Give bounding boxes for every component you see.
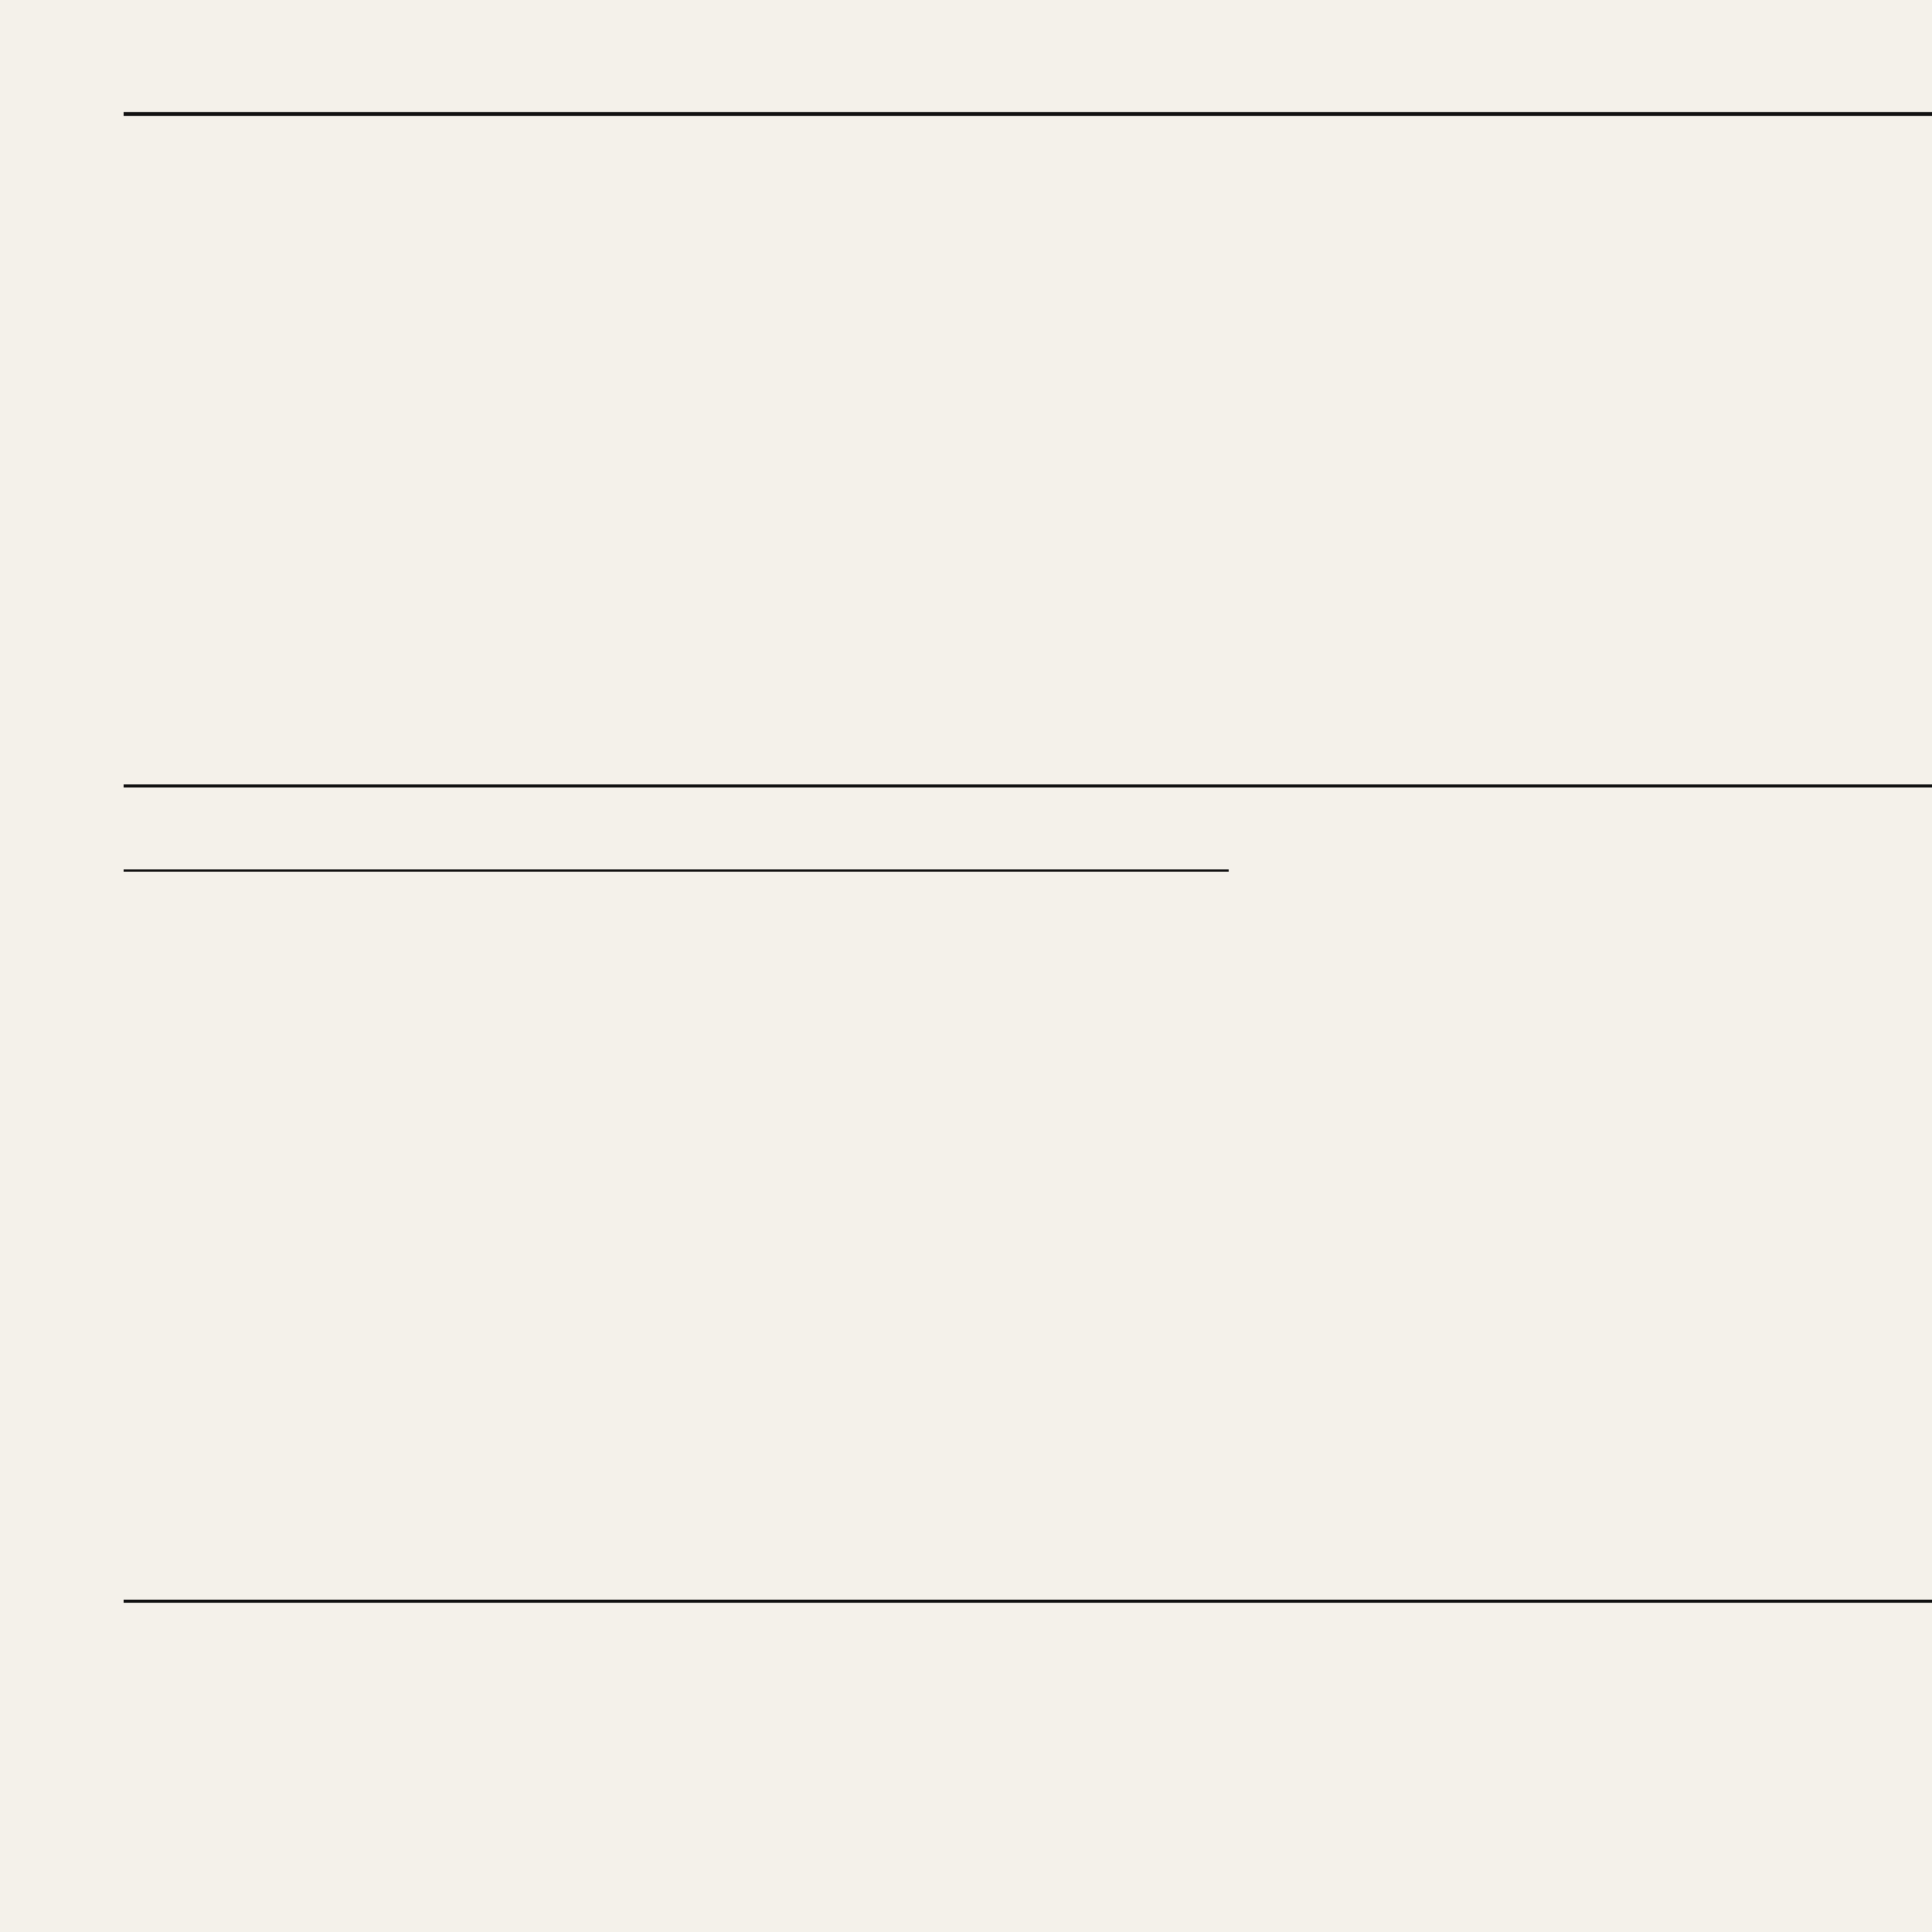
section-rule	[124, 869, 1229, 872]
lantern-body-right	[750, 796, 1221, 1584]
wheat-body	[533, 1611, 1020, 1932]
section-rule	[124, 1600, 1932, 1603]
misc-mid-body	[1816, 796, 1932, 1066]
beer-body	[1236, 796, 1692, 1592]
masthead-rule	[124, 112, 1932, 116]
universe-body	[1298, 1611, 1692, 1932]
lantern-body	[131, 796, 649, 1584]
section-rule	[124, 784, 1932, 787]
tibet-body	[1468, 1901, 1932, 1932]
yuanxiao-continued	[131, 147, 1275, 765]
sidebar-top-body	[1762, 1611, 1932, 1882]
yuanxiao-body	[1291, 147, 1793, 765]
wheat-body-left	[131, 1611, 518, 1920]
